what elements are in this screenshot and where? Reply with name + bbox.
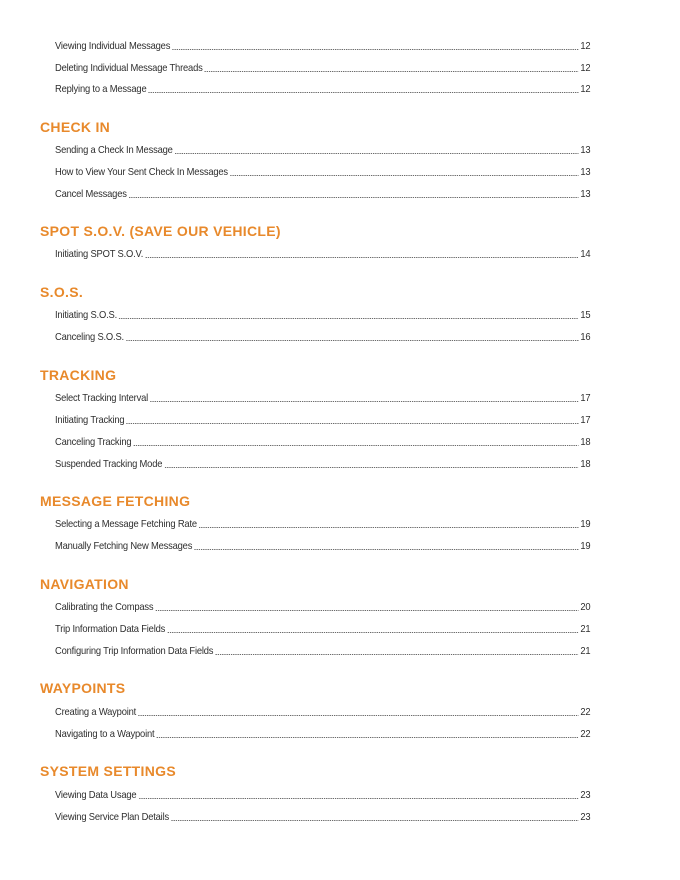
toc-entry-page: 17 bbox=[580, 393, 591, 404]
dot-leader bbox=[145, 257, 579, 258]
toc-entry-label: How to View Your Sent Check In Messages bbox=[55, 167, 228, 178]
toc-entry-label: Manually Fetching New Messages bbox=[55, 541, 193, 552]
toc-entry-label: Replying to a Message bbox=[55, 84, 147, 95]
dot-leader bbox=[194, 549, 578, 550]
toc-entry-page: 13 bbox=[580, 145, 591, 156]
toc-entry[interactable] bbox=[55, 456, 590, 470]
section-heading-navigation: NAVIGATION bbox=[40, 576, 129, 592]
toc-entry-label: Initiating SPOT S.O.V. bbox=[55, 249, 144, 260]
toc-entry[interactable] bbox=[55, 38, 590, 52]
toc-entry[interactable] bbox=[55, 434, 590, 448]
dot-leader bbox=[150, 401, 579, 402]
toc-entry-label: Canceling Tracking bbox=[55, 437, 132, 448]
toc-entry-label: Creating a Waypoint bbox=[55, 707, 137, 718]
dot-leader bbox=[167, 632, 579, 633]
dot-leader bbox=[204, 71, 578, 72]
toc-entry[interactable] bbox=[55, 142, 590, 156]
toc-entry-label: Trip Information Data Fields bbox=[55, 624, 166, 635]
toc-entry[interactable] bbox=[55, 599, 590, 613]
toc-entry-page: 12 bbox=[580, 63, 591, 74]
toc-entry[interactable] bbox=[55, 81, 590, 95]
dot-leader bbox=[138, 715, 579, 716]
toc-entry[interactable] bbox=[55, 186, 590, 200]
toc-entry[interactable] bbox=[55, 329, 590, 343]
toc-entry[interactable] bbox=[55, 643, 590, 657]
toc-entry[interactable] bbox=[55, 412, 590, 426]
toc-entry[interactable] bbox=[55, 787, 590, 801]
toc-entry-label: Canceling S.O.S. bbox=[55, 332, 124, 343]
toc-entry[interactable] bbox=[55, 516, 590, 530]
toc-entry-label: Configuring Trip Information Data Fields bbox=[55, 646, 214, 657]
toc-entry-page: 13 bbox=[580, 167, 591, 178]
dot-leader bbox=[230, 175, 579, 176]
dot-leader bbox=[155, 610, 578, 611]
toc-entry[interactable] bbox=[55, 307, 590, 321]
toc-entry-page: 22 bbox=[580, 707, 591, 718]
dot-leader bbox=[174, 153, 578, 154]
toc-entry[interactable] bbox=[55, 60, 590, 74]
toc-entry-label: Deleting Individual Message Threads bbox=[55, 63, 203, 74]
toc-entry-label: Viewing Individual Messages bbox=[55, 41, 171, 52]
dot-leader bbox=[171, 820, 579, 821]
toc-entry-page: 21 bbox=[580, 624, 591, 635]
section-heading-message-fetching: MESSAGE FETCHING bbox=[40, 493, 191, 509]
dot-leader bbox=[126, 423, 578, 424]
section-heading-spot-sov: SPOT S.O.V. (SAVE OUR VEHICLE) bbox=[40, 223, 281, 239]
toc-entry-page: 12 bbox=[580, 84, 591, 95]
toc-entry-label: Select Tracking Interval bbox=[55, 393, 149, 404]
section-heading-check-in: CHECK IN bbox=[40, 119, 111, 135]
section-heading-sos: S.O.S. bbox=[40, 284, 84, 300]
toc-entry-label: Selecting a Message Fetching Rate bbox=[55, 519, 197, 530]
section-heading-system-settings: SYSTEM SETTINGS bbox=[40, 763, 176, 779]
dot-leader bbox=[129, 197, 579, 198]
toc-entry-label: Calibrating the Compass bbox=[55, 602, 154, 613]
dot-leader bbox=[199, 527, 579, 528]
toc-entry-label: Initiating Tracking bbox=[55, 415, 125, 426]
dot-leader bbox=[156, 737, 578, 738]
toc-entry-page: 17 bbox=[580, 415, 591, 426]
toc-entry-label: Sending a Check In Message bbox=[55, 145, 173, 156]
toc-entry[interactable] bbox=[55, 726, 590, 740]
section-heading-waypoints: WAYPOINTS bbox=[40, 680, 126, 696]
toc-entry-page: 22 bbox=[580, 729, 591, 740]
toc-entry-label: Navigating to a Waypoint bbox=[55, 729, 155, 740]
dot-leader bbox=[138, 798, 578, 799]
toc-entry-page: 23 bbox=[580, 790, 591, 801]
toc-entry-label: Suspended Tracking Mode bbox=[55, 459, 163, 470]
toc-entry[interactable] bbox=[55, 164, 590, 178]
toc-entry[interactable] bbox=[55, 621, 590, 635]
toc-entry[interactable] bbox=[55, 704, 590, 718]
dot-leader bbox=[119, 318, 579, 319]
toc-entry[interactable] bbox=[55, 246, 590, 260]
toc-entry[interactable] bbox=[55, 390, 590, 404]
toc-entry-page: 18 bbox=[580, 437, 591, 448]
toc-entry-page: 14 bbox=[580, 249, 591, 260]
toc-entry-label: Viewing Service Plan Details bbox=[55, 812, 169, 823]
toc-entry-page: 21 bbox=[580, 646, 591, 657]
toc-entry-page: 23 bbox=[580, 812, 591, 823]
toc-entry-page: 20 bbox=[580, 602, 591, 613]
dot-leader bbox=[172, 49, 578, 50]
section-heading-tracking: TRACKING bbox=[40, 367, 117, 383]
toc-entry[interactable] bbox=[55, 809, 590, 823]
dot-leader bbox=[215, 654, 578, 655]
toc-entry-page: 19 bbox=[580, 519, 591, 530]
toc-entry-page: 12 bbox=[580, 41, 591, 52]
toc-entry-page: 16 bbox=[580, 332, 591, 343]
toc-entry-label: Initiating S.O.S. bbox=[55, 310, 117, 321]
toc-entry-page: 18 bbox=[580, 459, 591, 470]
dot-leader bbox=[164, 467, 578, 468]
dot-leader bbox=[133, 445, 578, 446]
toc-entry[interactable] bbox=[55, 538, 590, 552]
toc-entry-label: Viewing Data Usage bbox=[55, 790, 137, 801]
toc-entry-page: 19 bbox=[580, 541, 591, 552]
toc-entry-page: 15 bbox=[580, 310, 591, 321]
toc-entry-label: Cancel Messages bbox=[55, 189, 127, 200]
toc-entry-page: 13 bbox=[580, 189, 591, 200]
dot-leader bbox=[126, 340, 579, 341]
dot-leader bbox=[148, 92, 578, 93]
